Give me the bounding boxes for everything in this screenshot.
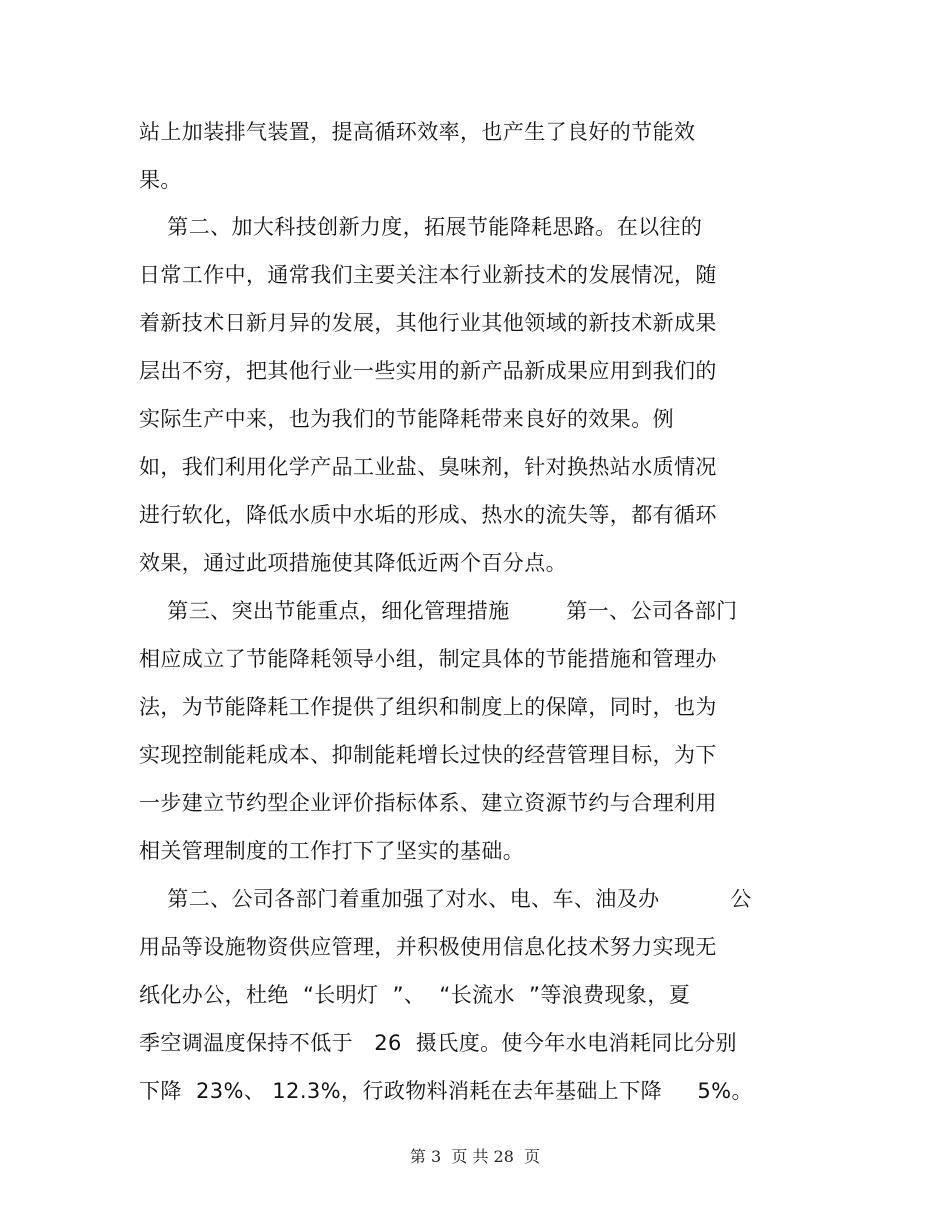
text-line-15: 一步建立节约型企业评价指标体系、建立资源节约与合理利用: [139, 791, 717, 815]
text-line-13: 法，为节能降耗工作提供了组织和制度上的保障，同时，也为: [139, 695, 717, 719]
text-line-7: 实际生产中来，也为我们的节能降耗带来良好的效果。例: [139, 407, 674, 431]
text-line-2: 果。: [139, 168, 182, 192]
text-line-14: 实现控制能耗成本、抑制能耗增长过快的经营管理目标，为下: [139, 743, 717, 767]
text-line-5: 着新技术日新月异的发展，其他行业其他领域的新技术新成果: [139, 311, 717, 335]
text-line-11: 第三、突出节能重点，细化管理措施 第一、公司各部门: [139, 599, 738, 623]
text-line-18: 用品等设施物资供应管理，并积极使用信息化技术努力实现无: [139, 935, 717, 959]
text-line-17: 第二、公司各部门着重加强了对水、电、车、油及办 公: [139, 887, 752, 911]
text-line-20: 季空调温度保持不低于 26 摄氏度。使今年水电消耗同比分别: [139, 1031, 737, 1055]
text-line-16: 相关管理制度的工作打下了坚实的基础。: [139, 839, 525, 863]
text-line-8: 如，我们利用化学产品工业盐、臭味剂，针对换热站水质情况: [139, 455, 717, 479]
text-line-1: 站上加装排气装置，提高循环效率，也产生了良好的节能效: [139, 120, 696, 144]
text-line-12: 相应成立了节能降耗领导小组，制定具体的节能措施和管理办: [139, 647, 717, 671]
text-line-9: 进行软化，降低水质中水垢的形成、热水的流失等，都有循环: [139, 503, 717, 527]
text-line-19: 纸化办公，杜绝 “长明灯 ”、 “长流水 ”等浪费现象，夏: [139, 983, 691, 1007]
text-line-6: 层出不穷，把其他行业一些实用的新产品新成果应用到我们的: [139, 359, 717, 383]
page-number-footer: 第 3 页 共 28 页: [409, 1147, 541, 1166]
text-line-3: 第二、加大科技创新力度，拓展节能降耗思路。在以往的: [139, 215, 703, 239]
text-line-21: 下降 23%、 12.3%，行政物料消耗在去年基础上下降 5%。: [139, 1079, 753, 1103]
text-line-4: 日常工作中，通常我们主要关注本行业新技术的发展情况，随: [139, 263, 717, 287]
text-line-10: 效果，通过此项措施使其降低近两个百分点。: [139, 551, 567, 575]
